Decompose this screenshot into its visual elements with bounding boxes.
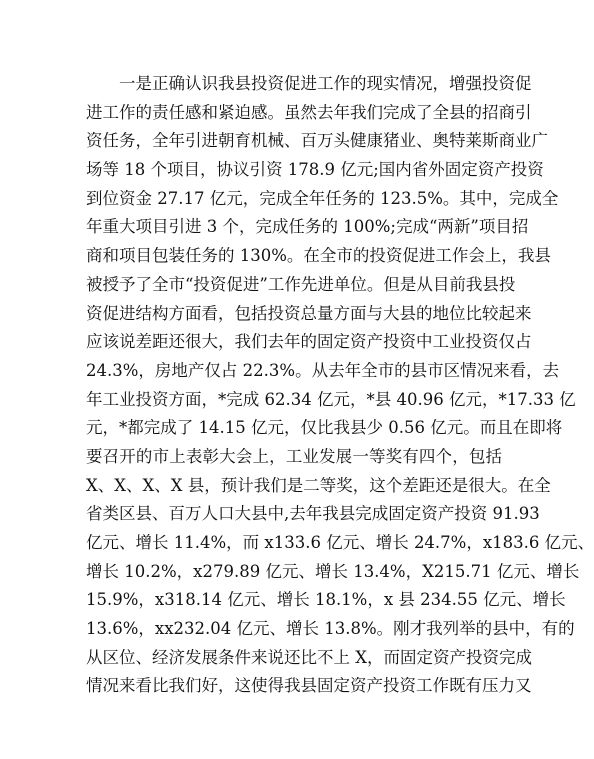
text-line: 商和项目包装任务的 130%。在全市的投资促进工作会上，我县	[86, 246, 551, 266]
text-line: 省类区县、百万人口大县中,去年我县完成固定资产投资 91.93	[86, 504, 540, 524]
text-line: 24.3%，房地产仅占 22.3%。从去年全市的县市区情况来看，去	[86, 360, 560, 380]
text-line: 从区位、经济发展条件来说还比不上 X，而固定资产投资完成	[86, 647, 532, 667]
text-line: 增长 10.2%，x279.89 亿元、增长 13.4%，X215.71 亿元、增长	[86, 561, 580, 581]
text-line: 资任务，全年引进朝育机械、百万头健康猪业、奥特莱斯商业广	[86, 131, 548, 151]
text-line: 情况来看比我们好，这使得我县固定资产投资工作既有压力又	[86, 676, 532, 696]
text-line: 要召开的市上表彰大会上，工业发展一等奖有四个，包括	[86, 446, 502, 466]
text-line: 应该说差距还很大，我们去年的固定资产投资中工业投资仅占	[86, 332, 532, 352]
text-line: 15.9%，x318.14 亿元、增长 18.1%，x 县 234.55 亿元、增长	[86, 590, 566, 610]
text-line: 一是正确认识我县投资促进工作的现实情况，增强投资促	[119, 74, 532, 93]
text-line: 到位资金 27.17 亿元，完成全年任务的 123.5%。其中，完成全	[86, 188, 559, 208]
text-line: 亿元、增长 11.4%，而 x133.6 亿元、增长 24.7%，x183.6 亿元、	[86, 533, 594, 552]
text-line: 进工作的责任感和紧迫感。虽然去年我们完成了全县的招商引	[86, 102, 532, 122]
text-line: 元，*都完成了 14.15 亿元，仅比我县少 0.56 亿元。而且在即将	[86, 418, 563, 438]
text-line: 场等 18 个项目，协议引资 178.9 亿元;国内省外固定资产投资	[86, 160, 544, 180]
text-line: 被授予了全市“投资促进”工作先进单位。但是从目前我县投	[86, 274, 516, 294]
text-line: 年工业投资方面，*完成 62.34 亿元，*县 40.96 亿元，*17.33 亿	[86, 389, 576, 409]
text-line: X、X、X、X 县，预计我们是二等奖，这个差距还是很大。在全	[86, 475, 551, 495]
text-line: 年重大项目引进 3 个，完成任务的 100%;完成“两新”项目招	[86, 217, 529, 237]
text-line: 资促进结构方面看，包括投资总量方面与大县的地位比较起来	[86, 303, 532, 323]
text-line: 13.6%，xx232.04 亿元、增长 13.8%。刚才我列举的县中，有的	[86, 619, 575, 639]
body-paragraph	[86, 70, 594, 701]
